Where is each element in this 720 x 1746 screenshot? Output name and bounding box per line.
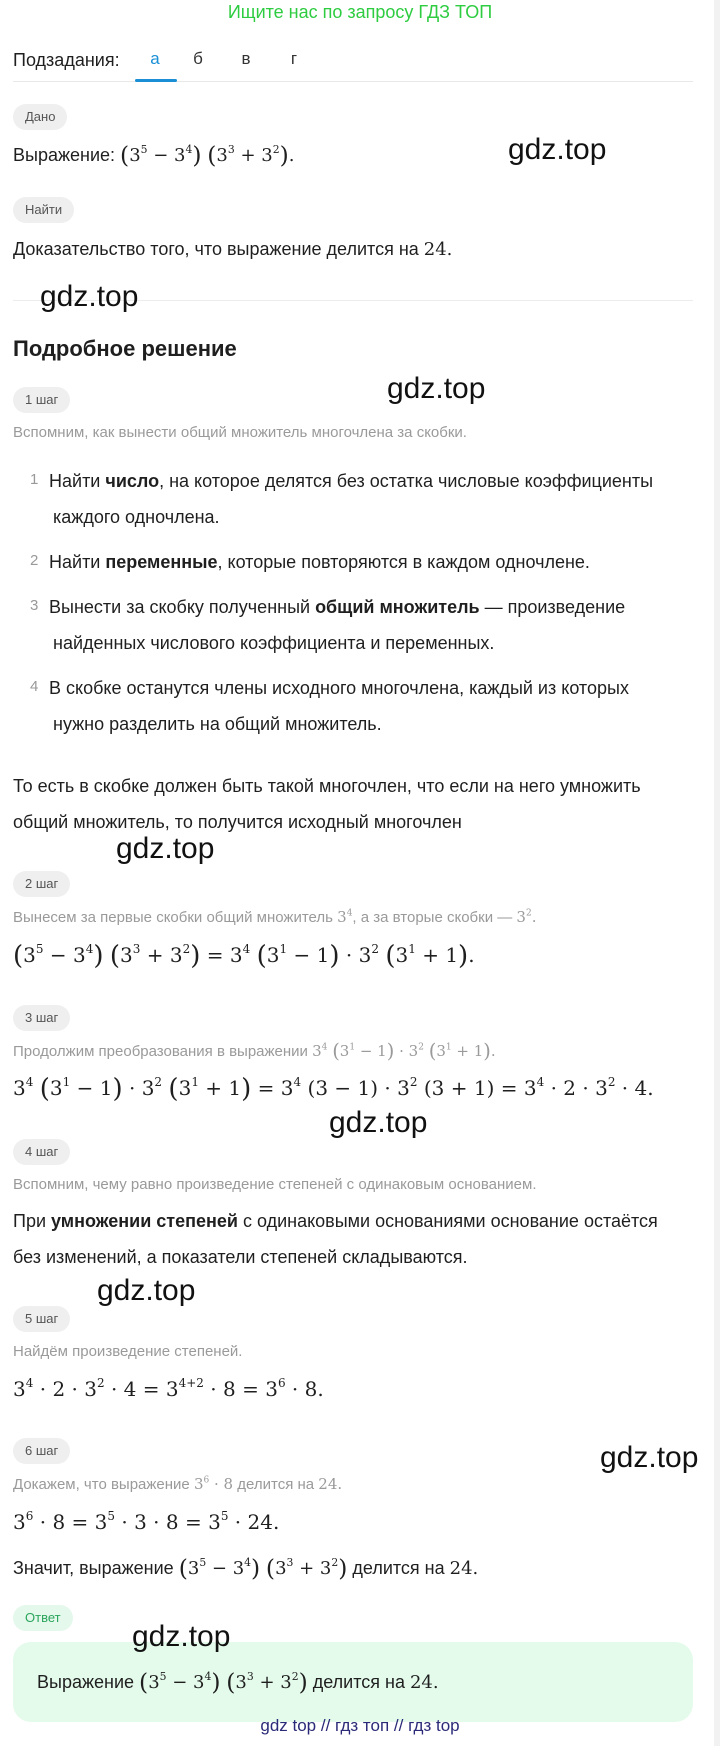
step-3-chip: 3 шаг	[13, 1005, 70, 1031]
watermark: gdz.top	[97, 1274, 196, 1307]
footer-link-gdz-top-ru[interactable]: гдз топ	[335, 1716, 390, 1735]
footer-link-gdz-top[interactable]: gdz top	[260, 1716, 317, 1735]
watermark: gdz.top	[132, 1620, 231, 1653]
step-2-equation: $(3^5 - 3^4) (3^3 + 3^2) = 3^4$ $(3^1 - 1) \cdot 3^2$ $(3^1 + 1)$.	[13, 941, 475, 972]
step-1-paragraph-line2: общий множитель, то получится исходный многочлен	[13, 812, 462, 832]
tab-a[interactable]: а	[150, 49, 160, 68]
tab-g[interactable]: г	[290, 49, 298, 68]
watermark: gdz.top	[600, 1441, 699, 1474]
step-4-chip: 4 шаг	[13, 1139, 70, 1165]
footer-link-gdz-top-mixed[interactable]: гдз top	[408, 1716, 460, 1735]
step-6-conclusion: Значит, выражение $(3^5 - 3^4) (3^3 + 3^2)$ делится на 24.	[13, 1554, 479, 1582]
given-expression: Выражение: $(3^5 - 3^4) (3^3 + 3^2)$.	[13, 141, 295, 169]
step-3-equation: $3^4$ $(3^1 - 1) \cdot 3^2$ $(3^1 + 1) = 3^4$ $(3 - 1) \cdot 3^2$ $(3 + 1) = 3^4 \cdot 2 \cdot 3^2 \cdot 4$.	[13, 1074, 654, 1105]
step-2-chip: 2 шаг	[13, 871, 70, 897]
subtasks-bar	[13, 44, 693, 82]
step-1-paragraph-line1: То есть в скобке должен быть такой многочлен, что если на него умножить	[13, 776, 641, 796]
scrollbar[interactable]	[714, 0, 720, 1746]
watermark: gdz.top	[387, 372, 486, 405]
list-item: Найти число, на которое делятся без остатка числовые коэффициенты каждого одночлена.	[49, 471, 654, 527]
watermark: gdz.top	[116, 832, 215, 865]
step-5-chip: 5 шаг	[13, 1306, 70, 1332]
search-banner: Ищите нас по запросу ГДЗ ТОП	[227, 2, 493, 22]
footer-separator: //	[320, 1716, 331, 1735]
step-4-rule-line2: без изменений, а показатели степеней складываются.	[13, 1247, 468, 1267]
answer-chip: Ответ	[13, 1605, 73, 1631]
step-5-note: Найдём произведение степеней.	[13, 1343, 243, 1360]
step-3-note: Продолжим преобразования в выражении $3^4$ $(3^1 - 1) \cdot 3^2$ $(3^1 + 1)$.	[13, 1039, 496, 1063]
step-4-note: Вспомним, чему равно произведение степеней с одинаковым основанием.	[13, 1176, 537, 1193]
list-item-number: 4	[30, 678, 39, 695]
step-1-chip: 1 шаг	[13, 387, 70, 413]
solution-title: Подробное решение	[13, 336, 237, 361]
watermark: gdz.top	[40, 280, 139, 313]
step-6-note: Докажем, что выражение $3^6 \cdot 8$ делится на 24.	[13, 1475, 343, 1493]
footer-links	[0, 1716, 720, 1736]
watermark: gdz.top	[508, 133, 607, 166]
list-item: Найти переменные, которые повторяются в каждом одночлене.	[49, 552, 590, 572]
step-5-equation: $3^4 \cdot 2 \cdot 3^2 \cdot 4 = 3^{4+2} \cdot 8 = 3^6 \cdot 8$.	[13, 1376, 324, 1401]
footer-separator: //	[393, 1716, 404, 1735]
tab-v[interactable]: в	[241, 49, 251, 68]
tab-b[interactable]: б	[193, 49, 203, 68]
step-4-rule-line1: При умножении степеней с одинаковыми основаниями основание остаётся	[13, 1211, 658, 1231]
list-item-number: 2	[30, 552, 39, 569]
step-1-note: Вспомним, как вынести общий множитель многочлена за скобки.	[13, 424, 467, 441]
list-item-number: 1	[30, 471, 39, 488]
find-text: Доказательство того, что выражение делится на 24.	[13, 239, 453, 260]
step-6-chip: 6 шаг	[13, 1438, 70, 1464]
subtasks-label: Подзадания:	[13, 50, 120, 70]
step-6-equation: $3^6 \cdot 8 = 3^5 \cdot 3 \cdot 8 = 3^5 \cdot 24$.	[13, 1509, 280, 1534]
step-2-note: Вынесем за первые скобки общий множитель $3^4$, а за вторые скобки — $3^2$.	[13, 908, 537, 926]
watermark: gdz.top	[329, 1106, 428, 1139]
list-item: В скобке останутся члены исходного многочлена, каждый из которых нужно разделить на общий множитель.	[49, 678, 629, 734]
active-tab-indicator	[135, 79, 177, 82]
find-chip: Найти	[13, 197, 74, 223]
list-item: Вынести за скобку полученный общий множитель — произведение найденных числового коэффициента и переменных.	[49, 597, 626, 653]
list-item-number: 3	[30, 597, 39, 614]
answer-text: Выражение $(3^5 - 3^4) (3^3 + 3^2)$ делится на 24.	[37, 1668, 439, 1696]
given-chip: Дано	[13, 104, 67, 130]
